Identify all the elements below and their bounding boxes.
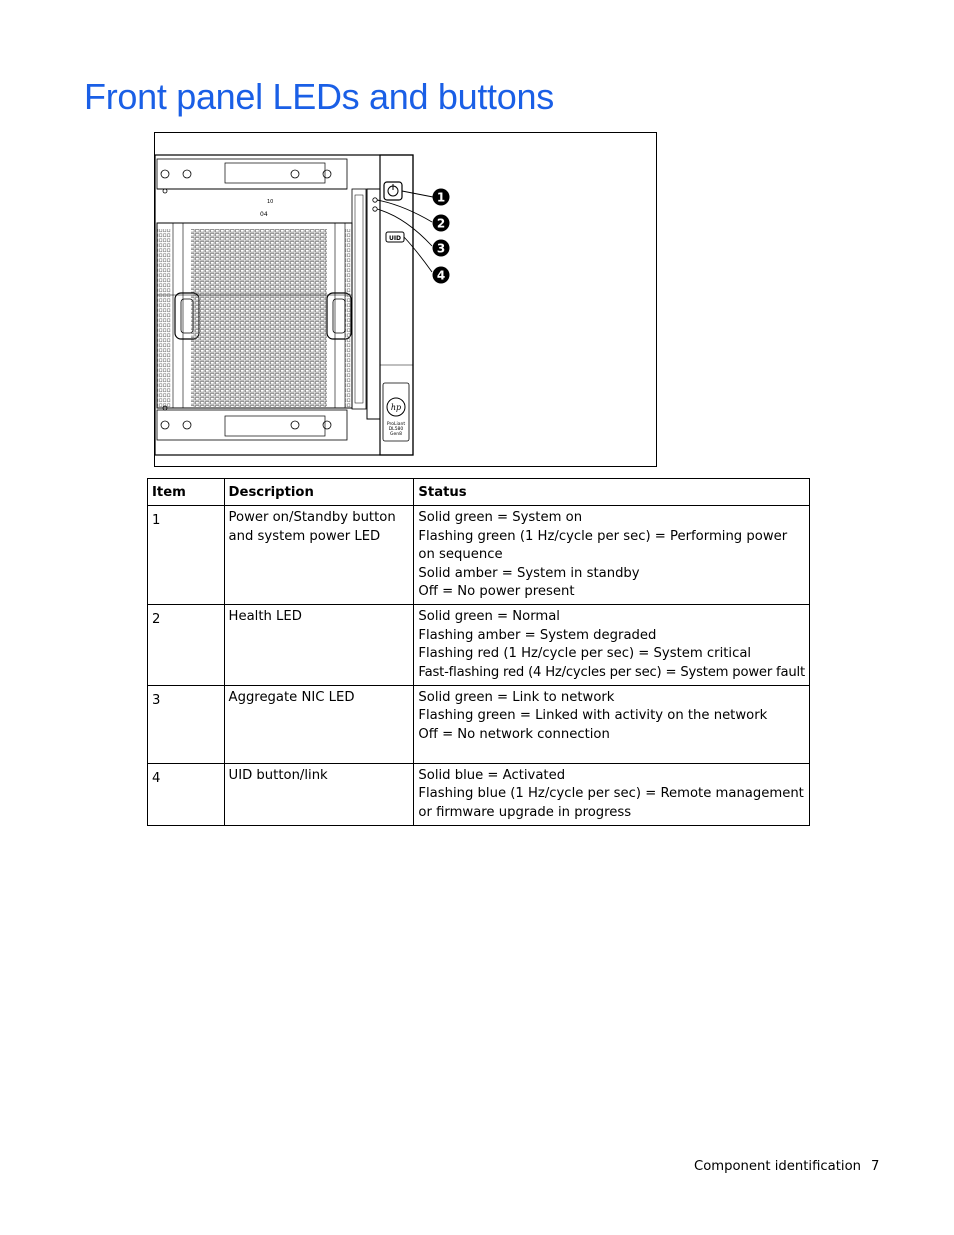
- row-status: [414, 506, 810, 605]
- bay-marking-mid: 04: [260, 211, 268, 218]
- uid-label: UID: [388, 235, 402, 242]
- svg-text:1: 1: [436, 190, 446, 205]
- led-status-table: [147, 478, 810, 826]
- page-title: Front panel LEDs and buttons: [84, 76, 554, 117]
- callout-2: [433, 215, 450, 232]
- status-line: Flashing green = Linked with activity on the network: [418, 708, 768, 724]
- health-led-icon: [373, 198, 377, 202]
- status-line: Solid green = Normal: [418, 609, 560, 625]
- status-line: Solid blue = Activated: [418, 768, 566, 784]
- footer-page-number: 7: [871, 1159, 880, 1174]
- row-item: 1: [148, 506, 225, 605]
- callout-1: [433, 189, 450, 206]
- status-line: Solid amber = System in standby: [418, 565, 640, 581]
- row-description: Aggregate NIC LED: [224, 686, 414, 764]
- status-line: Off = No network connection: [418, 726, 610, 742]
- header-status: Status: [414, 479, 810, 506]
- table-row: [148, 605, 810, 686]
- table-row: [148, 764, 810, 826]
- row-description: Power on/Standby button and system power LED: [224, 506, 414, 605]
- bay-marking-top: 10: [267, 199, 274, 205]
- row-status: [414, 605, 810, 686]
- status-line: Solid green = System on: [418, 510, 583, 526]
- row-status: [414, 686, 810, 764]
- header-description: Description: [224, 479, 414, 506]
- front-panel-figure: [154, 132, 657, 467]
- nic-led-icon: [373, 207, 377, 211]
- server-front-panel-illustration: [155, 133, 658, 468]
- vent-grille-left: [191, 229, 327, 407]
- table-row: [148, 506, 810, 605]
- hp-logo-text: hp: [390, 403, 402, 412]
- status-line: Flashing amber = System degraded: [418, 627, 657, 643]
- status-line: Fast-flashing red (4 Hz/cycles per sec) = System power fault: [418, 664, 805, 680]
- power-button-icon: [384, 182, 402, 200]
- page-footer: [694, 1159, 879, 1174]
- status-line: Flashing red (1 Hz/cycle per sec) = System critical: [418, 646, 752, 662]
- footer-section-name: Component identification: [694, 1159, 861, 1174]
- svg-text:4: 4: [436, 268, 446, 283]
- status-line: Off = No power present: [418, 584, 575, 600]
- model-badge-line-2: DL580: [388, 427, 404, 432]
- header-item: Item: [148, 479, 225, 506]
- status-line: Solid green = Link to network: [418, 690, 615, 706]
- vent-grille-right: [345, 229, 351, 407]
- table-row: [148, 686, 810, 764]
- vent-grille-edge: [157, 229, 171, 407]
- svg-text:2: 2: [436, 216, 446, 231]
- model-badge-line-3: Gen8: [390, 432, 402, 437]
- status-line: Flashing blue (1 Hz/cycle per sec) = Remote management or firmware upgrade in progress: [418, 786, 804, 820]
- row-item: 4: [148, 764, 225, 826]
- model-badge-line-1: ProLiant: [386, 422, 406, 427]
- svg-text:3: 3: [436, 241, 446, 256]
- callout-3: [433, 240, 450, 257]
- row-description: UID button/link: [224, 764, 414, 826]
- callout-4: [433, 267, 450, 284]
- callout-leader-lines: [377, 191, 433, 272]
- table-header-row: [148, 479, 810, 506]
- row-item: 3: [148, 686, 225, 764]
- row-status: [414, 764, 810, 826]
- row-item: 2: [148, 605, 225, 686]
- status-line: Flashing green (1 Hz/cycle per sec) = Performing power on sequence: [418, 528, 788, 563]
- row-description: Health LED: [224, 605, 414, 686]
